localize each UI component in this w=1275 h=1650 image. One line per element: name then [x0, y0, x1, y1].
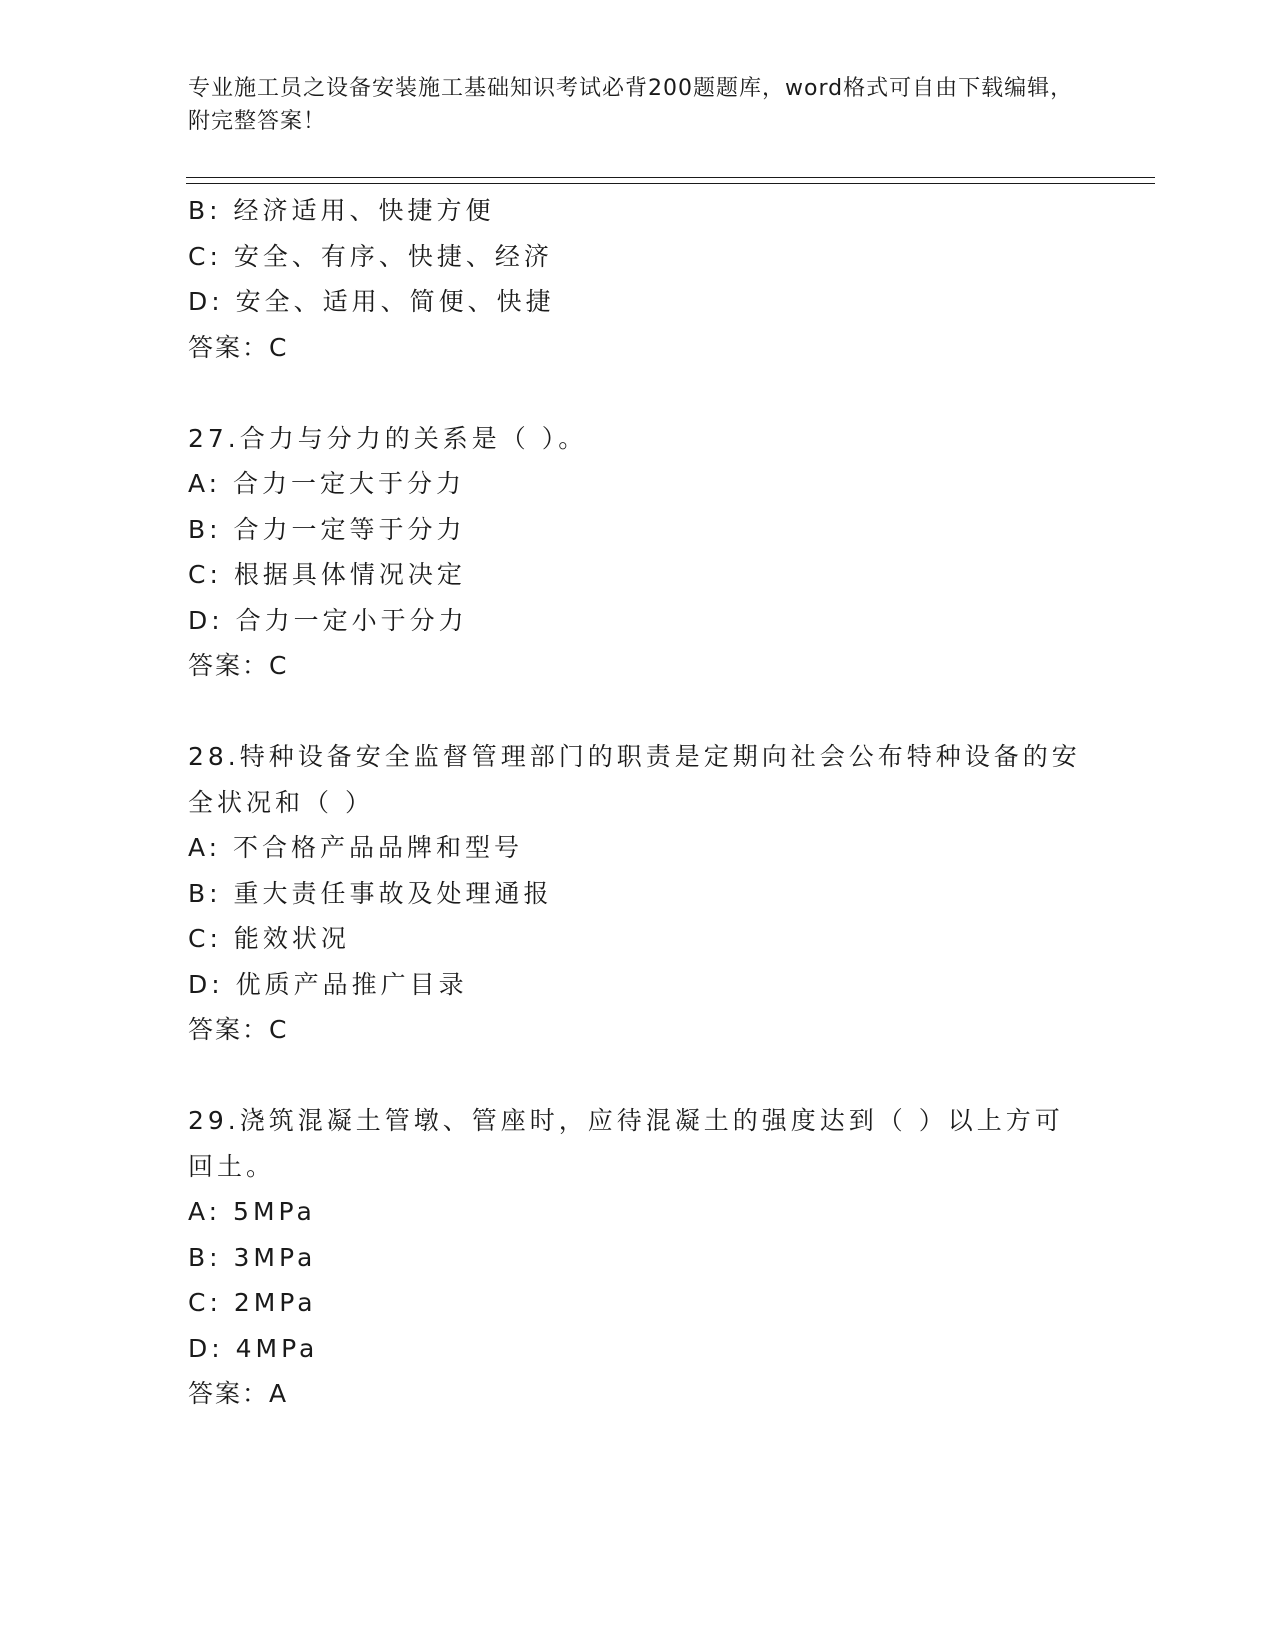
question-26-partial — [188, 188, 1088, 370]
option-a: A: 5MPa — [188, 1197, 316, 1226]
answer: 答案：C — [188, 651, 289, 680]
option-c: C: 根据具体情况决定 — [188, 560, 466, 589]
option-b: B: 经济适用、快捷方便 — [188, 196, 495, 225]
option-c: C: 2MPa — [188, 1288, 317, 1317]
option-b: B: 合力一定等于分力 — [188, 514, 466, 544]
question-27 — [188, 416, 1088, 689]
option-a: A: 合力一定大于分力 — [188, 469, 466, 498]
option-d: D: 安全、适用、简便、快捷 — [188, 287, 555, 316]
option-b: B: 3MPa — [188, 1242, 317, 1272]
answer: 答案：C — [188, 1015, 289, 1044]
question-title: 29.浇筑混凝土管墩、管座时，应待混凝土的强度达到（ ）以上方可回土。 — [188, 1106, 1064, 1181]
page-header: 专业施工员之设备安装施工基础知识考试必背200题题库，word格式可自由下载编辑，附完整答案！ — [188, 76, 1074, 134]
option-d: D: 合力一定小于分力 — [188, 605, 468, 635]
question-28 — [188, 734, 1088, 1053]
option-b: B: 重大责任事故及处理通报 — [188, 878, 553, 908]
header-divider — [186, 177, 1155, 184]
option-a: A: 不合格产品品牌和型号 — [188, 833, 524, 862]
question-title: 27.合力与分力的关系是（ ）。 — [188, 423, 588, 453]
option-d: D: 优质产品推广目录 — [188, 969, 468, 999]
option-d: D: 4MPa — [188, 1333, 319, 1363]
answer: 答案：C — [188, 332, 289, 362]
option-c: C: 能效状况 — [188, 924, 350, 953]
question-title: 28.特种设备安全监督管理部门的职责是定期向社会公布特种设备的安全状况和（ ） — [188, 742, 1081, 817]
question-29 — [188, 1098, 1088, 1417]
answer: 答案：A — [188, 1379, 289, 1408]
question-list — [188, 188, 1088, 1417]
option-c: C: 安全、有序、快捷、经济 — [188, 241, 553, 271]
